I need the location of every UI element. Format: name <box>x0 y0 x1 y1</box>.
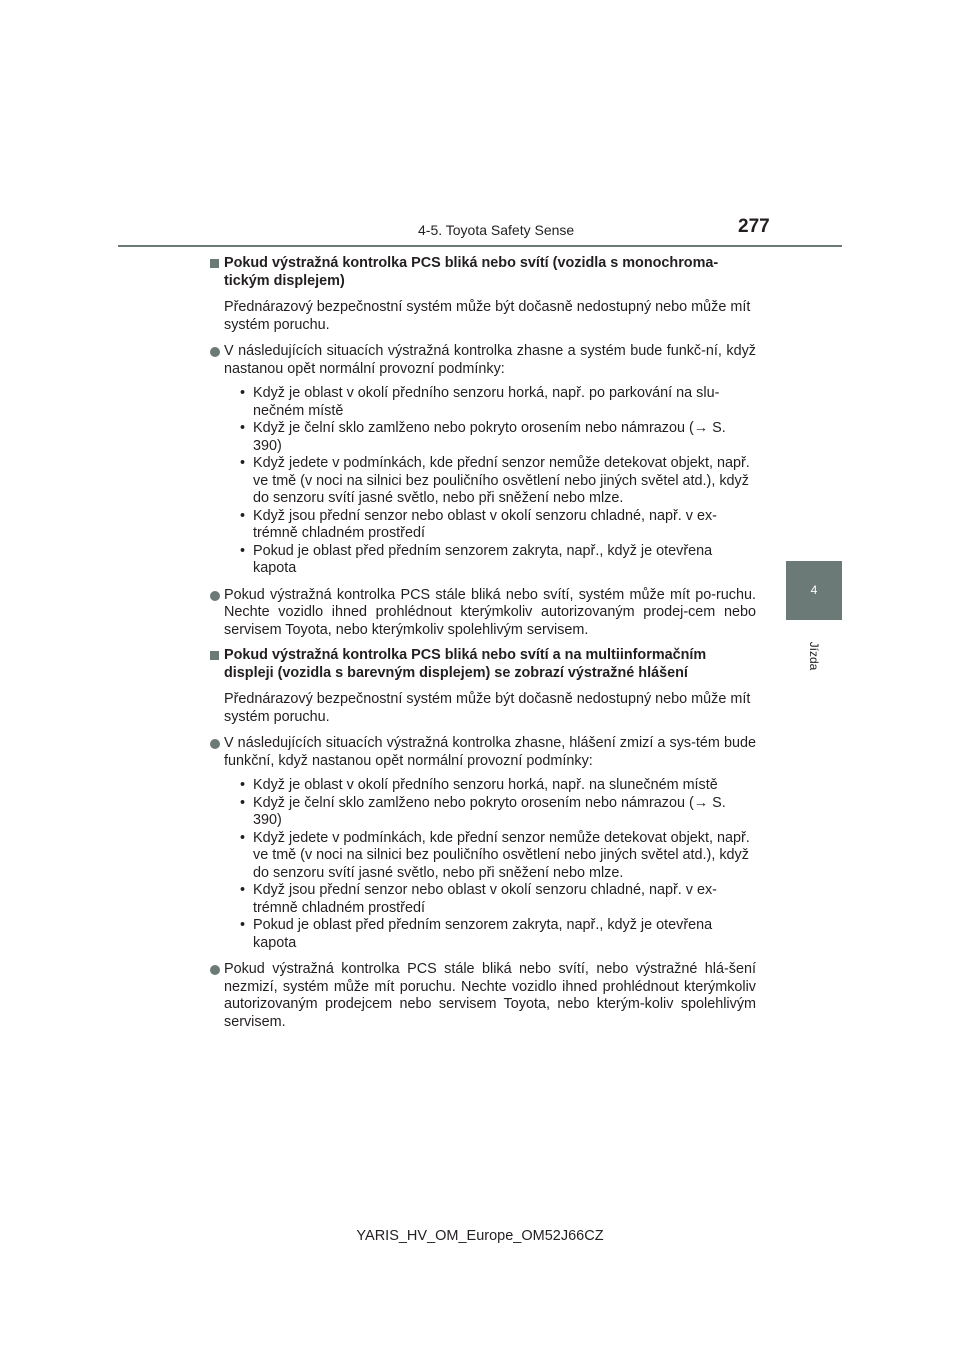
list-item-text: Pokud je oblast před předním senzorem zakryta, např., když je otevřena kapota <box>253 542 713 576</box>
list-item: • Když jedete v podmínkách, kde přední senzor nemůže detekovat objekt, např. ve tmě (v noci na silnici bez pouličního osvětlení nebo jiných světel atd.), když do senzoru svítí jasné světlo, nebo při sněžení nebo mlze. <box>240 455 750 506</box>
list-item-text: Když jsou přední senzor nebo oblast v okolí senzoru chladné, např. v ex-trémně chladném prostředí <box>253 882 717 916</box>
list-item: • Když je oblast v okolí předního senzoru horká, např. na slunečném místě <box>240 777 718 793</box>
list-item-text: Když jedete v podmínkách, kde přední senzor nemůže detekovat objekt, např. ve tmě (v noci na silnici bez pouličního osvětlení nebo jiných světel atd.), když do senzoru svítí jasné světlo, nebo při sněžení nebo mlze. <box>253 829 750 881</box>
bullet-text: V následujících situacích výstražná kontrolka zhasne a systém bude funkč-ní, když nastanou opět normální provozní podmínky: <box>224 343 756 377</box>
square-bullet-icon <box>210 651 219 660</box>
list-item-text: Když je oblast v okolí předního senzoru horká, např. po parkování na slu-nečném místě <box>253 385 720 419</box>
bullet-text: Pokud výstražná kontrolka PCS stále bliká nebo svítí, systém může mít po-ruchu. Nechte vozidlo ihned prohlédnout kterýmkoliv autorizovaným prodej-cem nebo servisem Toyota, nebo kterýmkoliv spolehlivým servisem. <box>224 586 756 638</box>
list-item-text: Když jedete v podmínkách, kde přední senzor nemůže detekovat objekt, např. ve tmě (v noci na silnici bez pouličního osvětlení nebo jiných světel atd.), když do senzoru svítí jasné světlo, nebo při sněžení nebo mlze. <box>253 455 750 506</box>
list-item: • Pokud je oblast před předním senzorem zakryta, např., když je otevřena kapota <box>240 917 713 951</box>
round-bullet-icon <box>210 591 220 601</box>
page-number: 277 <box>738 216 770 237</box>
list-item: • Když jedete v podmínkách, kde přední senzor nemůže detekovat objekt, např. ve tmě (v noci na silnici bez pouličního osvětlení nebo jiných světel atd.), když do senzoru svítí jasné světlo, nebo při sněžení nebo mlze. <box>240 829 750 881</box>
list-item: • Když je čelní sklo zamlženo nebo pokryto orosením nebo námrazou (→ S. 390) <box>240 794 726 828</box>
list-item: • Když je čelní sklo zamlženo nebo pokryto orosením nebo námrazou (→ S. 390) <box>240 420 726 454</box>
section-heading <box>210 255 756 290</box>
list-item: • Když jsou přední senzor nebo oblast v okolí senzoru chladné, např. v ex-trémně chladném prostředí <box>240 882 717 916</box>
list-item-text: Když je čelní sklo zamlženo nebo pokryto orosením nebo námrazou (→ S. 390) <box>253 420 726 454</box>
list-item: • Když jsou přední senzor nebo oblast v okolí senzoru chladné, např. v ex-trémně chladném prostředí <box>240 507 717 541</box>
section-monochromatic <box>210 255 756 639</box>
sub-list <box>210 777 756 952</box>
chapter-tab-label-text: Jízda <box>807 641 821 671</box>
bullet-item <box>210 343 756 378</box>
chapter-tab-label <box>800 636 828 676</box>
list-item-text: Pokud je oblast před předním senzorem zakryta, např., když je otevřena kapota <box>253 917 713 951</box>
document-code: YARIS_HV_OM_Europe_OM52J66CZ <box>356 1228 604 1244</box>
section-intro: Přednárazový bezpečnostní systém může být dočasně nedostupný nebo může mít systém poruchu. <box>224 299 751 333</box>
sub-list <box>210 385 756 578</box>
round-bullet-icon <box>210 347 220 357</box>
section-heading-text: Pokud výstražná kontrolka PCS bliká nebo svítí a na multiinformačním displeji (vozidla s barevným displejem) se zobrazí výstražné hlášení <box>224 647 707 681</box>
header-divider <box>118 245 842 247</box>
section-heading <box>210 647 756 682</box>
list-item: • Pokud je oblast před předním senzorem zakryta, např., když je otevřena kapota <box>240 542 713 576</box>
section-intro: Přednárazový bezpečnostní systém může být dočasně nedostupný nebo může mít systém poruchu. <box>224 691 751 725</box>
chapter-tab <box>786 561 842 620</box>
header-section-title: 4-5. Toyota Safety Sense <box>418 222 575 238</box>
bullet-item <box>210 735 756 770</box>
bullet-item <box>210 587 756 640</box>
section-color-display <box>210 647 756 1031</box>
page-content <box>210 252 756 1031</box>
section-heading-text: Pokud výstražná kontrolka PCS bliká nebo svítí (vozidla s monochroma-tickým displejem) <box>224 255 719 289</box>
bullet-text: Pokud výstražná kontrolka PCS stále bliká nebo svítí, nebo výstražné hlá-šení nezmizí, systém může mít poruchu. Nechte vozidlo ihned prohlédnout kterýmkoliv autorizovaným prodejcem nebo servisem Toyota, nebo kterým-koliv spolehlivým servisem. <box>224 961 756 1030</box>
chapter-tab-number: 4 <box>810 583 818 597</box>
square-bullet-icon <box>210 259 219 268</box>
round-bullet-icon <box>210 739 220 749</box>
list-item-text: Když jsou přední senzor nebo oblast v okolí senzoru chladné, např. v ex-trémně chladném prostředí <box>253 507 717 541</box>
list-item-text: Když je oblast v okolí předního senzoru horká, např. na slunečném místě <box>253 777 718 793</box>
list-item-text: Když je čelní sklo zamlženo nebo pokryto orosením nebo námrazou (→ S. 390) <box>253 794 726 828</box>
bullet-text: V následujících situacích výstražná kontrolka zhasne, hlášení zmizí a sys-tém bude funkční, když nastanou opět normální provozní podmínky: <box>224 735 756 769</box>
round-bullet-icon <box>210 965 220 975</box>
bullet-item <box>210 961 756 1031</box>
list-item: • Když je oblast v okolí předního senzoru horká, např. po parkování na slu-nečném místě <box>240 385 720 419</box>
